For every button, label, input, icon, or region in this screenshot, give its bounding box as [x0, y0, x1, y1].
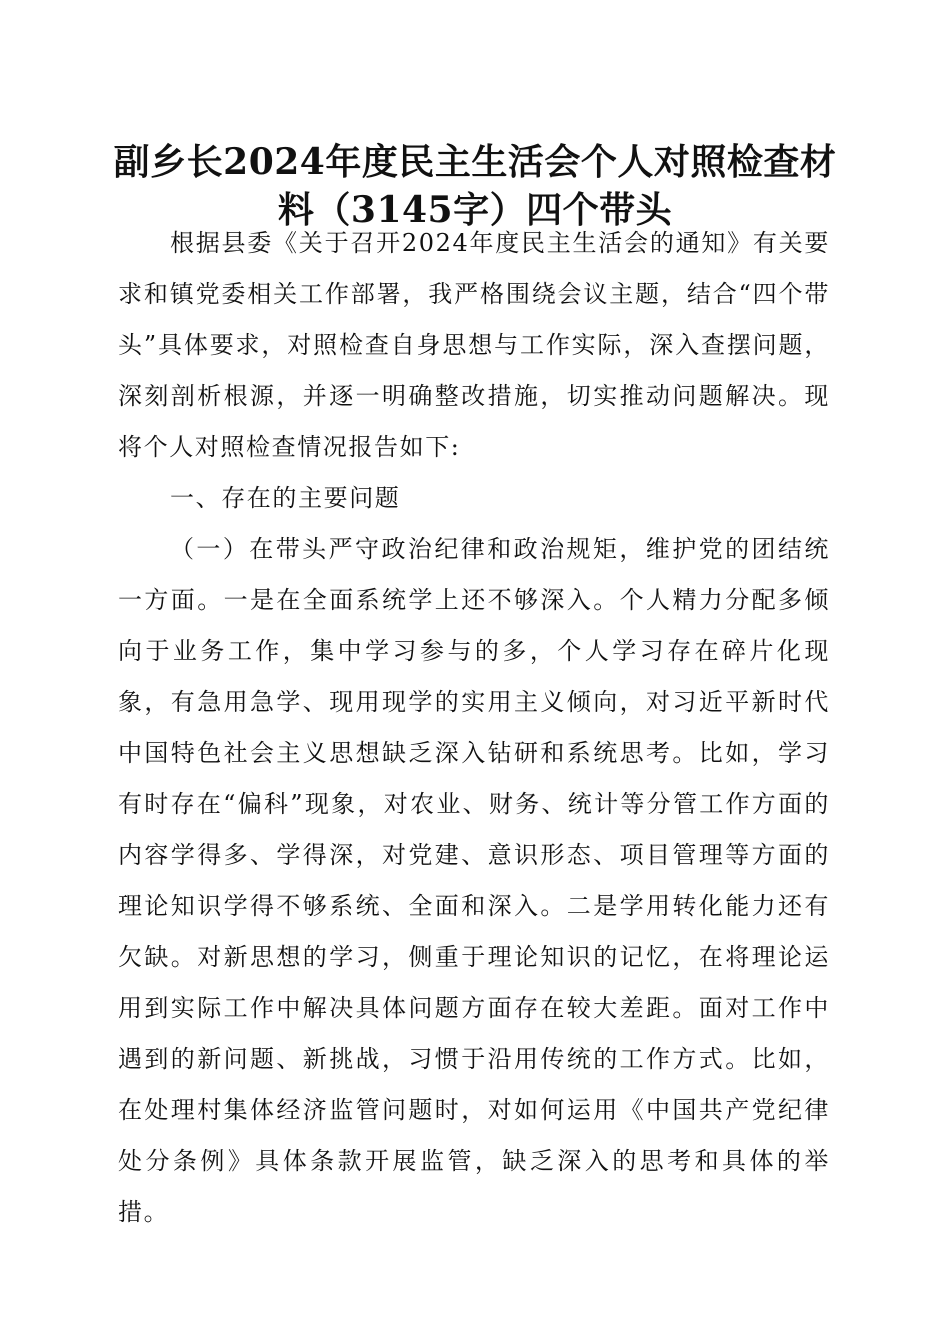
title-line-1: 副乡长2024年度民主生活会个人对照检查材	[113, 141, 837, 183]
section-paragraph: （一）在带头严守政治纪律和政治规矩，维护党的团结统一方面。一是在全面系统学上还不够深入。个人精力分配多倾向于业务工作，集中学习参与的多，个人学习存在碎片化现象，有急用急学、现用现学的实用主义倾向，对习近平新时代中国特色社会主义思想缺乏深入钻研和系统思考。比如，学习有时存在“偏科”现象，对农业、财务、统计等分管工作方面的内容学得多、学得深，对党建、意识形态、项目管理等方面的理论知识学得不够系统、全面和深入。二是学用转化能力还有欠缺。对新思想的学习，侧重于理论知识的记忆，在将理论运用到实际工作中解决具体问题方面存在较大差距。面对工作中遇到的新问题、新挑战，习惯于沿用传统的工作方式。比如，在处理村集体经济监管问题时，对如何运用《中国共产党纪律处分条例》具体条款开展监管，缺乏深入的思考和具体的举措。	[118, 535, 830, 1226]
section-heading: 一、存在的主要问题	[170, 484, 401, 512]
document-body	[118, 218, 830, 1238]
title-line-2: 料（3145字）四个带头	[277, 189, 673, 231]
intro-paragraph: 根据县委《关于召开2024年度民主生活会的通知》有关要求和镇党委相关工作部署，我严格围绕会议主题，结合“四个带头”具体要求，对照检查自身思想与工作实际，深入查摆问题，深刻剖析根源，并逐一明确整改措施，切实推动问题解决。现将个人对照检查情况报告如下:	[118, 229, 830, 461]
